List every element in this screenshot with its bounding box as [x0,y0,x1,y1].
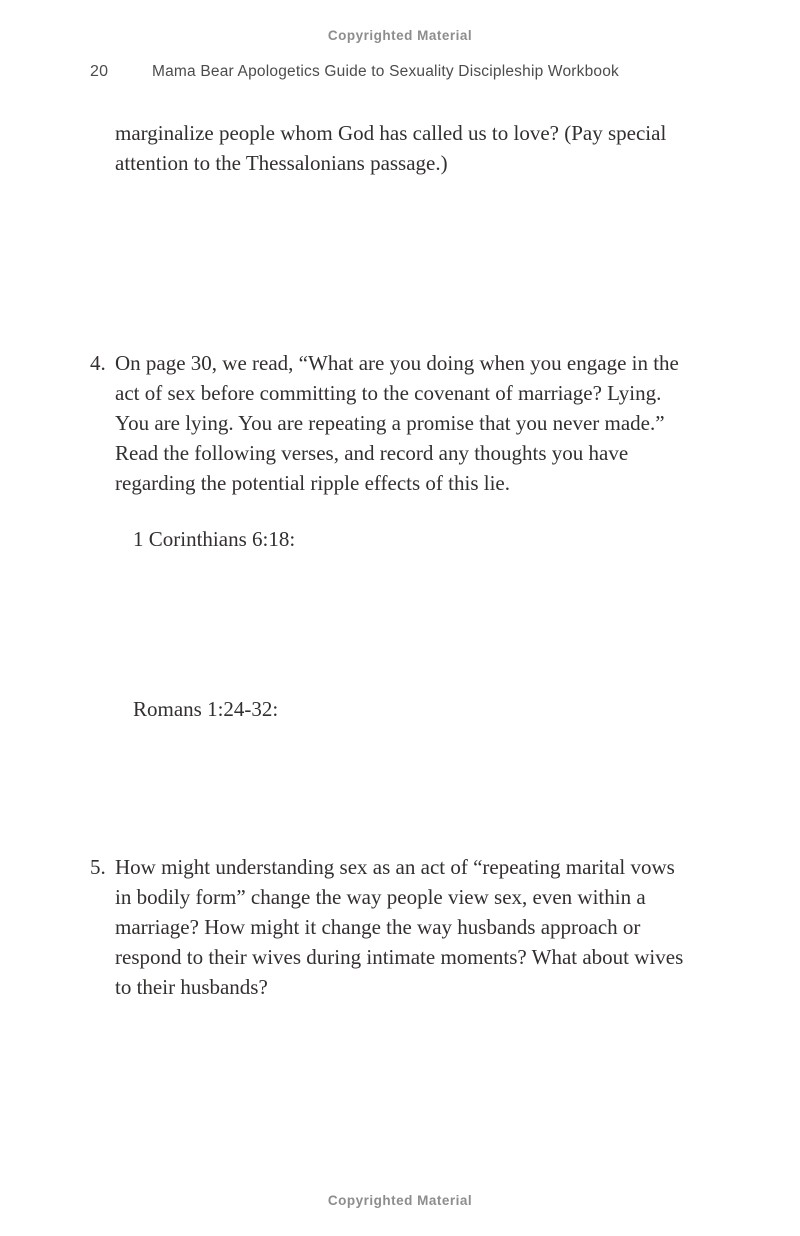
verse-label-romans: Romans 1:24-32: [133,697,279,721]
question-5-text: How might understanding sex as an act of “repeating marital vows in bodily form” change the way people view sex, even within a marriage? How might it change the way husbands approach or respond to their wives during intimate moments? What about wives to their husbands? [115,855,684,999]
copyright-notice-top: Copyrighted Material [327,28,473,43]
running-header [90,63,740,81]
page-number: 20 [90,63,109,80]
question-5-number: 5. [90,855,106,879]
question-5 [90,852,684,1002]
question-4 [90,348,692,498]
verse-label-1-corinthians: 1 Corinthians 6:18: [133,527,296,551]
book-title: Mama Bear Apologetics Guide to Sexuality Discipleship Workbook [152,63,620,80]
question-4-text: On page 30, we read, “What are you doing when you engage in the act of sex before committing to the covenant of marriage? Lying. You are lying. You are repeating a promise that you never made.” Read the following verses, and record any thoughts you have regarding the potential ripple effects of this lie. [115,351,679,495]
copyright-notice-bottom: Copyrighted Material [327,1193,473,1208]
question-4-number: 4. [90,351,106,375]
question-3-continuation-text: marginalize people whom God has called us to love? (Pay special attention to the Thessalonians passage.) [115,121,667,175]
